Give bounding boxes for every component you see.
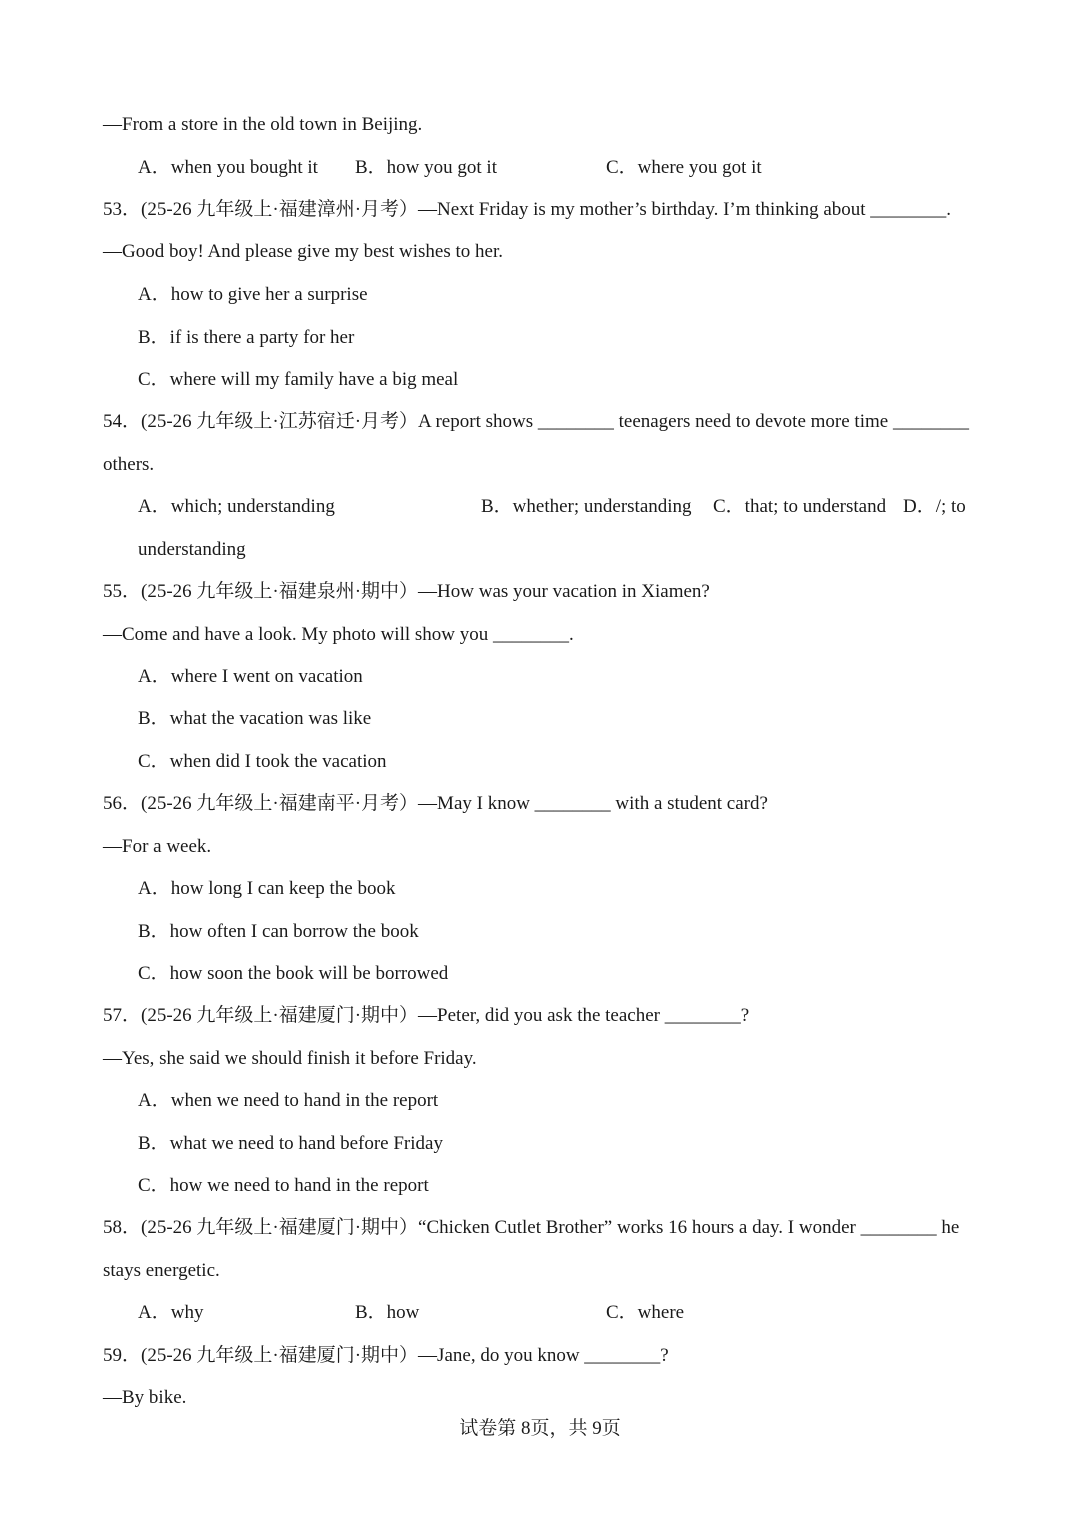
option-d-continued: understanding [138, 539, 246, 560]
answer-line: —Yes, she said we should finish it before Friday. [103, 1048, 477, 1069]
option-b: B．what we need to hand before Friday [138, 1133, 443, 1154]
option-d: D．/; to [903, 496, 966, 517]
question-57: 57．(25-26 九年级上·福建厦门·期中）—Peter, did you ask the teacher ________? [103, 1005, 750, 1026]
option-c: C．how soon the book will be borrowed [138, 963, 449, 984]
option-c: C．that; to understand [713, 496, 887, 517]
option-b: B．how [355, 1302, 420, 1323]
question-58-continued: stays energetic. [103, 1260, 220, 1281]
question-56: 56．(25-26 九年级上·福建南平·月考）—May I know ________ with a student card? [103, 793, 768, 814]
question-53: 53．(25-26 九年级上·福建漳州·月考）—Next Friday is my mother’s birthday. I’m thinking about ________. [103, 199, 952, 220]
option-a: A．why [138, 1302, 204, 1323]
option-b: B．whether; understanding [481, 496, 692, 517]
option-a: A．when we need to hand in the report [138, 1090, 439, 1111]
option-c: C．when did I took the vacation [138, 751, 387, 772]
option-a: A．how to give her a surprise [138, 284, 368, 305]
option-c: C．where will my family have a big meal [138, 369, 459, 390]
option-c: C．where [606, 1302, 685, 1323]
answer-line: —From a store in the old town in Beijing. [103, 114, 423, 135]
answer-line: —Come and have a look. My photo will show you ________. [103, 624, 574, 645]
option-a: A．which; understanding [138, 496, 335, 517]
option-b: B．if is there a party for her [138, 327, 355, 348]
option-b: B．what the vacation was like [138, 708, 372, 729]
question-54: 54．(25-26 九年级上·江苏宿迁·月考）A report shows ________ teenagers need to devote more time ________ [103, 411, 969, 432]
option-b: B．how you got it [355, 157, 497, 178]
page-footer: 试卷第 8页，共 9页 [459, 1418, 621, 1439]
option-c: C．where you got it [606, 157, 762, 178]
option-b: B．how often I can borrow the book [138, 921, 419, 942]
option-c: C．how we need to hand in the report [138, 1175, 429, 1196]
answer-line: —Good boy! And please give my best wishes to her. [103, 241, 504, 262]
option-a: A．when you bought it [138, 157, 318, 178]
answer-line: —For a week. [103, 836, 212, 857]
option-a: A．how long I can keep the book [138, 878, 396, 899]
answer-line: —By bike. [103, 1387, 187, 1408]
option-a: A．where I went on vacation [138, 666, 363, 687]
question-55: 55．(25-26 九年级上·福建泉州·期中）—How was your vacation in Xiamen? [103, 581, 710, 602]
question-59: 59．(25-26 九年级上·福建厦门·期中）—Jane, do you know ________? [103, 1345, 669, 1366]
question-58: 58．(25-26 九年级上·福建厦门·期中）“Chicken Cutlet Brother” works 16 hours a day. I wonder ________ he [103, 1217, 960, 1238]
question-54-continued: others. [103, 454, 155, 475]
